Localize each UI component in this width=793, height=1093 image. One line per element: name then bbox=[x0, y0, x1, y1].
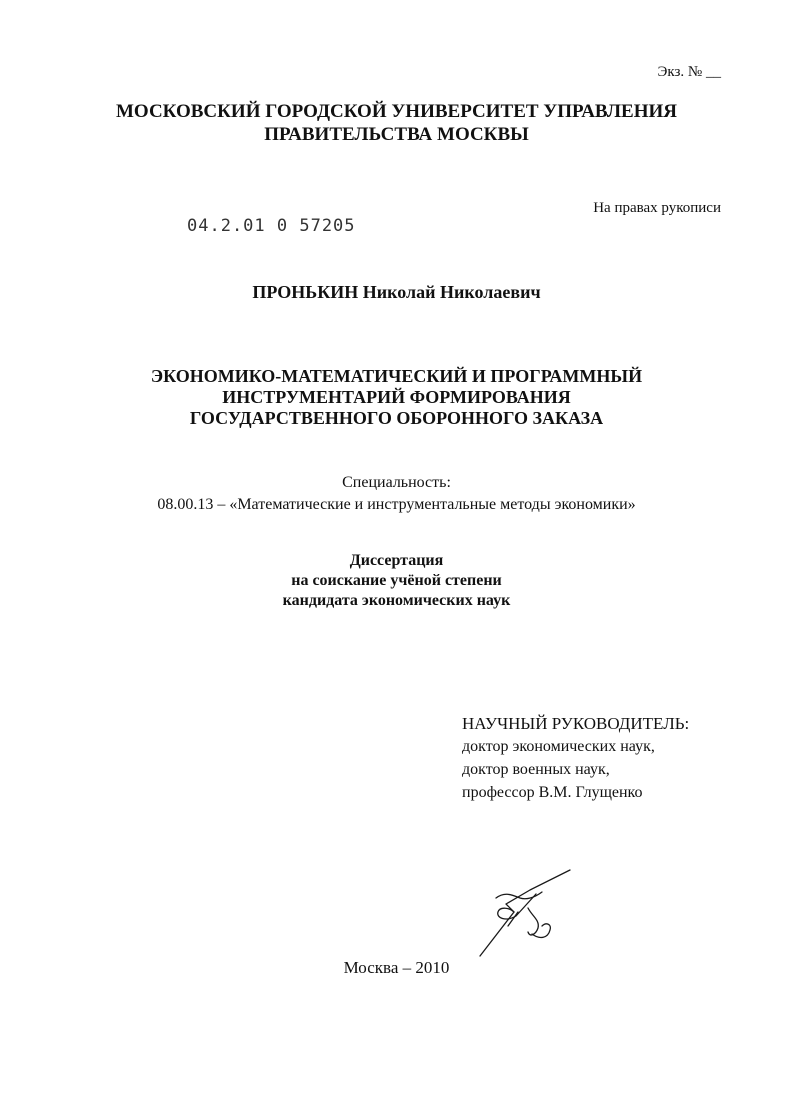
supervisor-line: профессор В.М. Глущенко bbox=[462, 784, 643, 801]
degree-line: Диссертация bbox=[349, 552, 444, 569]
title-line: ИНСТРУМЕНТАРИЙ ФОРМИРОВАНИЯ bbox=[222, 387, 571, 407]
place-and-year: Москва – 2010 bbox=[343, 958, 450, 977]
university-line: ПРАВИТЕЛЬСТВА МОСКВЫ bbox=[264, 124, 529, 145]
supervisor-line: доктор военных наук, bbox=[462, 761, 610, 778]
specialty-value: 08.00.13 – «Математические и инструментальные методы экономики» bbox=[157, 496, 636, 513]
title-line: ГОСУДАРСТВЕННОГО ОБОРОННОГО ЗАКАЗА bbox=[189, 408, 604, 428]
university-line: МОСКОВСКИЙ ГОРОДСКОЙ УНИВЕРСИТЕТ УПРАВЛЕНИЯ bbox=[116, 101, 677, 122]
specialty-block bbox=[0, 472, 793, 516]
author-name: ПРОНЬКИН Николай Николаевич bbox=[252, 282, 541, 302]
supervisor-line: доктор экономических наук, bbox=[462, 738, 655, 755]
degree-line: кандидата экономических наук bbox=[282, 592, 511, 609]
supervisor-heading: НАУЧНЫЙ РУКОВОДИТЕЛЬ: bbox=[462, 714, 690, 733]
copy-number-label: Экз. № __ bbox=[657, 64, 721, 80]
title-line: ЭКОНОМИКО-МАТЕМАТИЧЕСКИЙ И ПРОГРАММНЫЙ bbox=[150, 366, 643, 386]
degree-block bbox=[0, 551, 793, 611]
specialty-label: Специальность: bbox=[342, 474, 451, 491]
degree-line: на соискание учёной степени bbox=[291, 572, 502, 589]
signature-icon bbox=[470, 868, 580, 960]
dissertation-title bbox=[0, 366, 793, 429]
supervisor-block bbox=[462, 712, 689, 804]
manuscript-note: На правах рукописи bbox=[593, 200, 721, 216]
university-name bbox=[0, 100, 793, 146]
registration-number-stamp: 04.2.01 0 57205 bbox=[187, 216, 356, 236]
